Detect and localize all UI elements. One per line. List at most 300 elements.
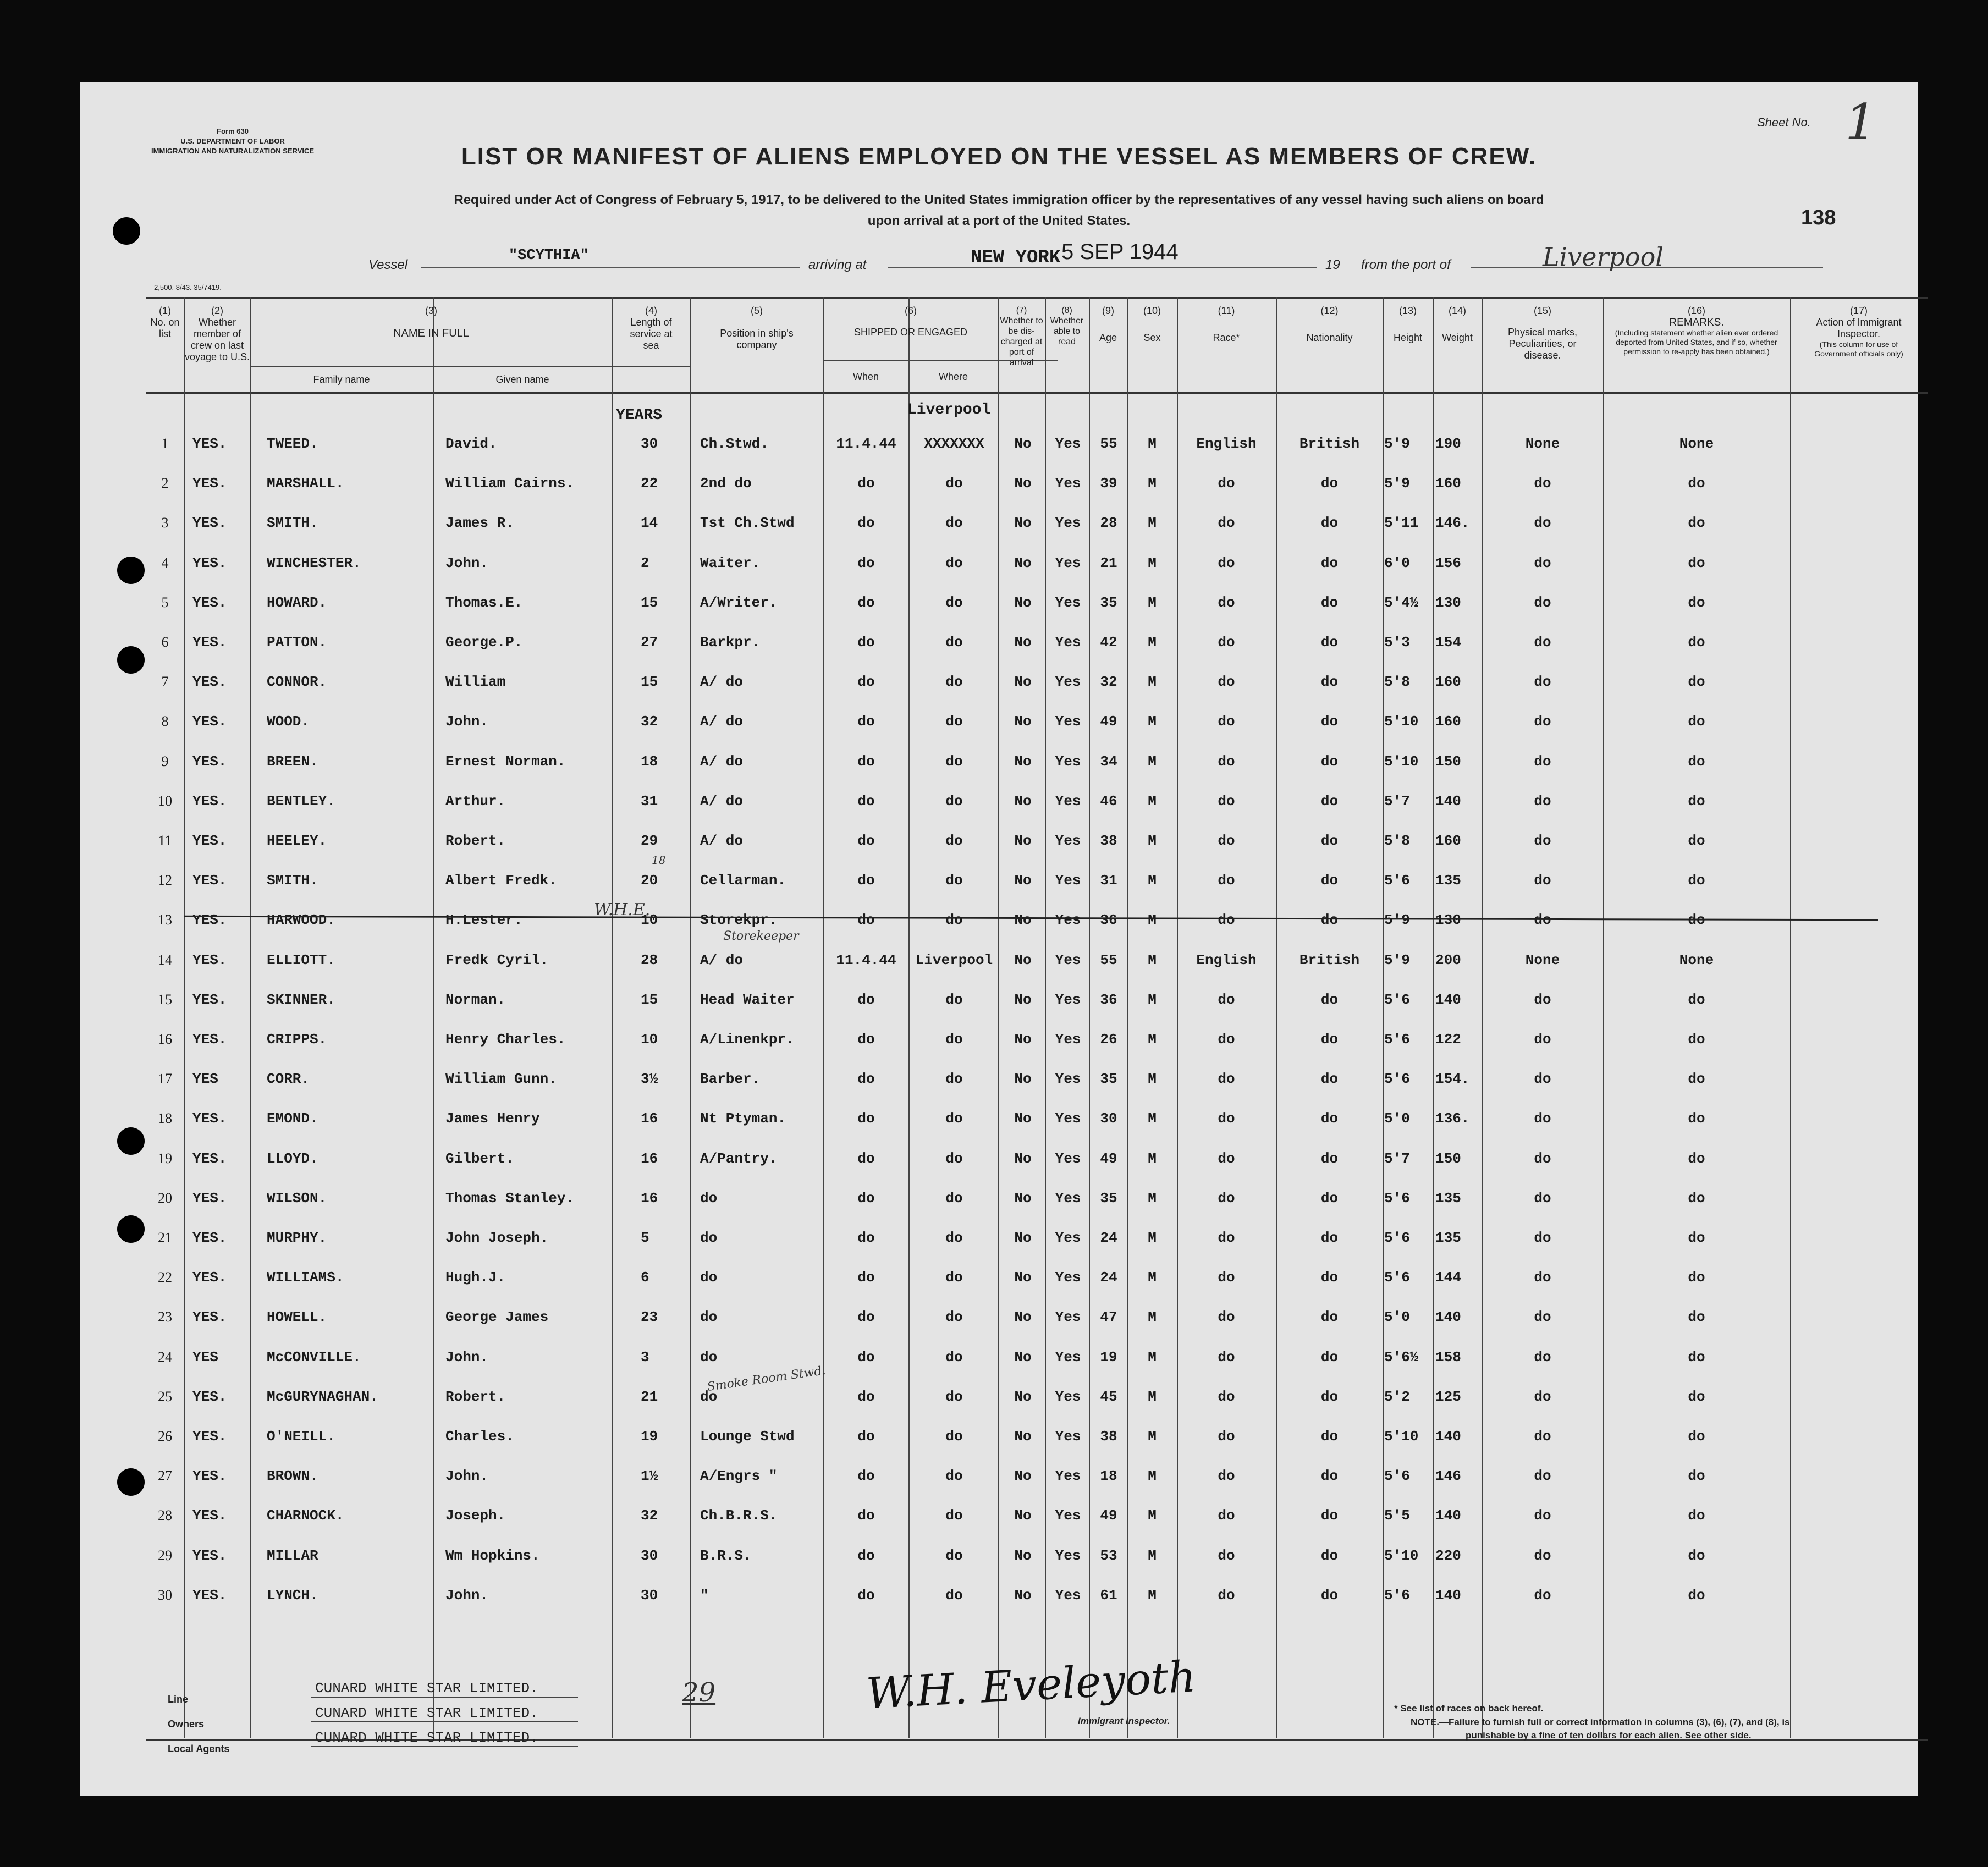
cell-position: Lounge Stwd [700,1428,795,1445]
cell-able-to-read: Yes [1055,833,1081,849]
cell-physical-marks: do [1534,1071,1551,1087]
col-title: Position in ship's company [720,328,794,350]
cell-age: 61 [1100,1587,1117,1604]
cell-position: " [700,1587,709,1604]
cell-physical-marks: do [1534,1269,1551,1286]
cell-sex: M [1148,475,1157,492]
cell-nationality: do [1320,1269,1339,1286]
cell-able-to-read: Yes [1055,436,1081,452]
header-sex [1127,305,1177,344]
col-num: (5) [751,305,763,316]
cell-row-number: 20 [158,1190,172,1206]
cell-shipped-when: do [857,634,875,651]
cell-discharged: No [1014,1547,1032,1564]
cell-position: do [700,1269,718,1286]
cell-family-name: SKINNER. [267,992,335,1008]
cell-age: 49 [1100,713,1117,730]
cell-discharged: No [1014,713,1032,730]
cell-row-number: 24 [158,1349,172,1365]
sheet-label: Sheet No. [1757,115,1811,129]
cell-weight: 135 [1435,1230,1461,1246]
year-label: 19 [1325,257,1340,272]
cell-position: 2nd do [700,475,752,492]
cell-shipped-where: do [945,475,963,492]
cell-able-to-read: Yes [1055,1269,1081,1286]
cell-row-number: 18 [158,1110,172,1126]
cell-shipped-when: do [857,1269,875,1286]
cell-last-voyage: YES. [192,555,227,571]
header-service [612,305,690,351]
cell-sex: M [1148,992,1157,1008]
cell-shipped-where: do [945,912,963,928]
cell-nationality: do [1320,1230,1339,1246]
row-12-service-correction: 18 [652,853,666,867]
cell-family-name: WILSON. [267,1190,327,1207]
cell-given-name: George James [445,1309,549,1325]
cell-physical-marks: do [1534,1031,1551,1048]
cell-age: 49 [1100,1150,1117,1167]
cell-given-name: James R. [445,515,514,531]
cell-last-voyage: YES. [192,634,227,651]
cell-race: do [1218,1389,1235,1405]
cell-discharged: No [1014,436,1032,452]
cell-age: 45 [1100,1389,1117,1405]
cell-given-name: Robert. [445,1389,506,1405]
cell-nationality: do [1320,1468,1339,1484]
cell-weight: 140 [1435,1309,1461,1325]
header-remarks [1603,305,1790,356]
cell-row-number: 10 [158,793,172,809]
cell-height: 5'6 [1384,1468,1410,1484]
cell-sex: M [1148,674,1157,690]
cell-service-years: 2 [641,555,649,571]
cell-weight: 200 [1435,952,1461,968]
cell-physical-marks: do [1534,793,1551,809]
cell-sex: M [1148,1389,1157,1405]
cell-discharged: No [1014,1309,1032,1325]
cell-age: 53 [1100,1547,1117,1564]
subtitle-line-2: upon arrival at a port of the United States. [867,213,1131,228]
line-label: Line [168,1694,189,1705]
cell-weight: 160 [1435,713,1461,730]
cell-family-name: ELLIOTT. [267,952,335,968]
cell-age: 35 [1100,1071,1117,1087]
cell-sex: M [1148,1547,1157,1564]
header-race [1177,305,1276,344]
cell-race: do [1218,1150,1235,1167]
header-inspector-action [1790,305,1928,359]
inspector-signature: W.H. Eveleyoth [865,1652,1197,1719]
cell-nationality: do [1320,1190,1339,1207]
cell-remarks: do [1688,1389,1705,1405]
cell-able-to-read: Yes [1055,912,1081,928]
cell-sex: M [1148,1071,1157,1087]
col-title: Age [1099,332,1117,343]
col-num: (17) [1849,305,1868,316]
cell-weight: 135 [1435,1190,1461,1207]
cell-remarks: do [1688,912,1705,928]
cell-weight: 125 [1435,1389,1461,1405]
cell-family-name: PATTON. [267,634,327,651]
cell-age: 46 [1100,793,1117,809]
cell-position: do [700,1309,718,1325]
cell-discharged: No [1014,555,1032,571]
cell-nationality: British [1299,952,1360,968]
cell-height: 5'6 [1384,1071,1410,1087]
cell-weight: 160 [1435,674,1461,690]
cell-remarks: do [1688,475,1705,492]
cell-position: Storekpr. [700,912,778,928]
cell-position: A/ do [700,713,744,730]
cell-age: 39 [1100,475,1117,492]
col-line [998,297,999,1738]
cell-service-years: 15 [641,594,658,611]
col-title: Whether to be dis-charged at port of arrival [1000,316,1043,367]
cell-family-name: SMITH. [267,515,318,531]
cell-shipped-when: do [857,1428,875,1445]
cell-given-name: David. [445,436,497,452]
cell-position: A/ do [700,674,744,690]
cell-service-years: 10 [641,1031,658,1048]
cell-last-voyage: YES. [192,674,227,690]
cell-shipped-when: do [857,1230,875,1246]
cell-physical-marks: do [1534,1110,1551,1127]
cell-shipped-where: do [945,872,963,889]
cell-discharged: No [1014,1269,1032,1286]
cell-sex: M [1148,1349,1157,1365]
cell-able-to-read: Yes [1055,1389,1081,1405]
cell-service-years: 10 [641,912,658,928]
cell-race: do [1218,1587,1235,1604]
races-note: * See list of races on back hereof. [1394,1703,1544,1714]
col-line [184,297,185,1738]
cell-given-name: William Cairns. [445,475,575,492]
cell-family-name: BREEN. [267,753,318,770]
cell-row-number: 12 [158,872,172,888]
cell-given-name: Charles. [445,1428,514,1445]
cell-age: 47 [1100,1309,1117,1325]
header-name [250,305,612,339]
cell-nationality: do [1320,1031,1339,1048]
header-nationality [1276,305,1383,344]
agents-value: CUNARD WHITE STAR LIMITED. [311,1730,578,1747]
cell-weight: 140 [1435,1587,1461,1604]
cell-age: 30 [1100,1110,1117,1127]
cell-race: do [1218,713,1235,730]
cell-sex: M [1148,555,1157,571]
cell-family-name: CORR. [267,1071,310,1087]
cell-position: Head Waiter [700,992,795,1008]
cell-age: 32 [1100,674,1117,690]
cell-weight: 140 [1435,1507,1461,1524]
col-num: (12) [1320,305,1339,316]
col-num: (2) [211,305,223,316]
cell-last-voyage: YES. [192,1507,227,1524]
cell-row-number: 7 [161,674,169,690]
cell-position: A/Engrs " [700,1468,778,1484]
cell-shipped-where: XXXXXXX [924,436,984,452]
cell-shipped-when: do [857,594,875,611]
cell-service-years: 16 [641,1190,658,1207]
cell-sex: M [1148,753,1157,770]
cell-given-name: George.P. [445,634,523,651]
cell-given-name: James Henry [445,1110,540,1127]
cell-given-name: Thomas Stanley. [445,1190,575,1207]
cell-service-years: 3½ [641,1071,658,1087]
header-age [1089,305,1127,344]
cell-shipped-where: do [945,833,963,849]
col-subtitle: (This column for use of Government officials only) [1814,340,1903,358]
cell-discharged: No [1014,1349,1032,1365]
cell-shipped-when: 11.4.44 [836,952,896,968]
cell-shipped-when: do [857,1507,875,1524]
cell-race: English [1196,436,1257,452]
cell-discharged: No [1014,594,1032,611]
cell-height: 5'6 [1384,1269,1410,1286]
cell-able-to-read: Yes [1055,1309,1081,1325]
cell-shipped-where: do [945,594,963,611]
binder-hole [117,1468,145,1496]
cell-nationality: British [1299,436,1360,452]
cell-row-number: 3 [161,515,169,531]
cell-weight: 135 [1435,872,1461,889]
cell-discharged: No [1014,1389,1032,1405]
cell-family-name: McGURYNAGHAN. [267,1389,378,1405]
cell-family-name: HEELEY. [267,833,327,849]
binder-hole [117,557,145,584]
cell-physical-marks: do [1534,992,1551,1008]
cell-nationality: do [1320,1428,1339,1445]
col-title: Whether able to read [1050,316,1084,346]
cell-row-number: 9 [161,753,169,769]
cell-discharged: No [1014,1468,1032,1484]
cell-discharged: No [1014,634,1032,651]
col-title: Physical marks, Peculiarities, or disease. [1507,327,1578,361]
cell-race: do [1218,992,1235,1008]
cell-physical-marks: None [1525,952,1560,968]
cell-race: do [1218,753,1235,770]
col-line [690,297,691,1738]
cell-height: 5'7 [1384,793,1410,809]
cell-able-to-read: Yes [1055,1190,1081,1207]
cell-last-voyage: YES. [192,1309,227,1325]
cell-discharged: No [1014,1110,1032,1127]
cell-able-to-read: Yes [1055,1587,1081,1604]
col-title: Whether member of crew on last voyage to U.S. [184,317,250,362]
cell-row-number: 14 [158,952,172,968]
cell-nationality: do [1320,1587,1339,1604]
cell-shipped-where: do [945,713,963,730]
cell-race: do [1218,1507,1235,1524]
cell-shipped-where: do [945,1547,963,1564]
cell-shipped-when: do [857,1587,875,1604]
cell-sex: M [1148,1031,1157,1048]
cell-position: Nt Ptyman. [700,1110,786,1127]
cell-row-number: 16 [158,1031,172,1047]
cell-last-voyage: YES. [192,1150,227,1167]
cell-able-to-read: Yes [1055,1150,1081,1167]
cell-race: do [1218,1309,1235,1325]
cell-nationality: do [1320,992,1339,1008]
binder-hole [117,1215,145,1243]
cell-discharged: No [1014,872,1032,889]
cell-age: 24 [1100,1269,1117,1286]
cell-position: Barber. [700,1071,761,1087]
cell-physical-marks: do [1534,674,1551,690]
cell-nationality: do [1320,1150,1339,1167]
cell-remarks: None [1679,952,1714,968]
cell-height: 5'10 [1384,1547,1419,1564]
cell-weight: 146 [1435,1468,1461,1484]
row-25-position-annotation: Smoke Room Stwd. [706,1364,827,1394]
owners-label: Owners [168,1719,205,1730]
cell-race: do [1218,1230,1235,1246]
cell-family-name: LLOYD. [267,1150,318,1167]
cell-nationality: do [1320,833,1339,849]
cell-remarks: do [1688,634,1705,651]
cell-shipped-where: do [945,634,963,651]
list-code: 138 [1801,206,1836,229]
cell-height: 5'9 [1384,475,1410,492]
cell-service-years: 20 [641,872,658,889]
cell-family-name: BENTLEY. [267,793,335,809]
cell-row-number: 13 [158,912,172,928]
penalty-note: NOTE.—Failure to furnish full or correct information in columns (3), (6), (7), and (8), is [1411,1717,1790,1727]
col-num: (11) [1218,305,1235,316]
cell-shipped-where: do [945,992,963,1008]
cell-remarks: do [1688,1428,1705,1445]
cell-race: do [1218,1428,1235,1445]
cell-service-years: 19 [641,1428,658,1445]
cell-shipped-when: do [857,1150,875,1167]
cell-remarks: do [1688,793,1705,809]
cell-shipped-where: do [945,1309,963,1325]
cell-weight: 220 [1435,1547,1461,1564]
cell-service-years: 29 [641,833,658,849]
cell-sex: M [1148,1230,1157,1246]
col-num: (3) [425,305,437,316]
cell-height: 5'6½ [1384,1349,1419,1365]
service-name: IMMIGRATION AND NATURALIZATION SERVICE [151,147,315,155]
cell-last-voyage: YES. [192,1587,227,1604]
header-when: When [852,371,879,382]
sheet-number: 1 [1845,93,1877,151]
cell-height: 5'5 [1384,1507,1410,1524]
cell-remarks: do [1688,1230,1705,1246]
cell-given-name: Ernest Norman. [445,753,566,770]
cell-given-name: H.Lester. [445,912,523,928]
cell-last-voyage: YES. [192,594,227,611]
cell-age: 34 [1100,753,1117,770]
cell-remarks: do [1688,555,1705,571]
cell-last-voyage: YES. [192,475,227,492]
agents-label: Local Agents [168,1743,230,1754]
cell-remarks: do [1688,594,1705,611]
col-num: (15) [1533,305,1551,316]
cell-height: 5'8 [1384,674,1410,690]
cell-discharged: No [1014,1230,1032,1246]
cell-service-years: 15 [641,674,658,690]
cell-race: do [1218,555,1235,571]
cell-given-name: William [445,674,506,690]
where-top-note: Liverpool [907,401,991,418]
cell-row-number: 28 [158,1507,172,1523]
cell-position: Ch.B.R.S. [700,1507,778,1524]
cell-position: do [700,1230,718,1246]
cell-remarks: do [1688,992,1705,1008]
header-position [690,305,823,351]
cell-shipped-where: do [945,1150,963,1167]
col-num: (4) [645,305,657,316]
cell-weight: 136. [1435,1110,1470,1127]
cell-weight: 140 [1435,793,1461,809]
penalty-note-2: punishable by a fine of ten dollars for each alien. See other side. [1466,1730,1752,1741]
cell-service-years: 16 [641,1150,658,1167]
cell-last-voyage: YES. [192,1031,227,1048]
cell-given-name: Hugh.J. [445,1269,506,1286]
cell-nationality: do [1320,674,1339,690]
cell-row-number: 11 [158,833,172,849]
cell-sex: M [1148,793,1157,809]
cell-age: 35 [1100,594,1117,611]
cell-service-years: 32 [641,1507,658,1524]
name-subheader-line [250,366,690,367]
cell-service-years: 21 [641,1389,658,1405]
cell-remarks: do [1688,1110,1705,1127]
crew-table [146,297,1928,1741]
cell-service-years: 6 [641,1269,649,1286]
cell-age: 31 [1100,872,1117,889]
header-where: Where [938,371,968,382]
cell-last-voyage: YES. [192,793,227,809]
binder-hole [113,217,140,245]
cell-row-number: 19 [158,1150,172,1166]
cell-able-to-read: Yes [1055,634,1081,651]
cell-nationality: do [1320,594,1339,611]
cell-sex: M [1148,1428,1157,1445]
cell-race: do [1218,1071,1235,1087]
cell-shipped-where: do [945,1110,963,1127]
cell-position: Barkpr. [700,634,761,651]
cell-able-to-read: Yes [1055,1110,1081,1127]
cell-shipped-when: do [857,1031,875,1048]
cell-sex: M [1148,1587,1157,1604]
cell-height: 5'6 [1384,872,1410,889]
cell-remarks: do [1688,674,1705,690]
header-given-name: Given name [495,374,549,385]
cell-discharged: No [1014,1150,1032,1167]
cell-sex: M [1148,436,1157,452]
cell-given-name: Robert. [445,833,506,849]
cell-discharged: No [1014,1428,1032,1445]
cell-physical-marks: do [1534,515,1551,531]
cell-physical-marks: do [1534,1190,1551,1207]
cell-service-years: 32 [641,713,658,730]
cell-able-to-read: Yes [1055,555,1081,571]
cell-weight: 160 [1435,475,1461,492]
cell-family-name: HARWOOD. [267,912,335,928]
department-name: U.S. DEPARTMENT OF LABOR [180,137,285,145]
cell-row-number: 6 [161,634,169,650]
cell-nationality: do [1320,1389,1339,1405]
cell-row-number: 1 [161,436,169,451]
cell-discharged: No [1014,674,1032,690]
cell-physical-marks: do [1534,1309,1551,1325]
cell-race: do [1218,634,1235,651]
cell-weight: 146. [1435,515,1470,531]
cell-family-name: CONNOR. [267,674,327,690]
cell-position: do [700,1349,718,1365]
